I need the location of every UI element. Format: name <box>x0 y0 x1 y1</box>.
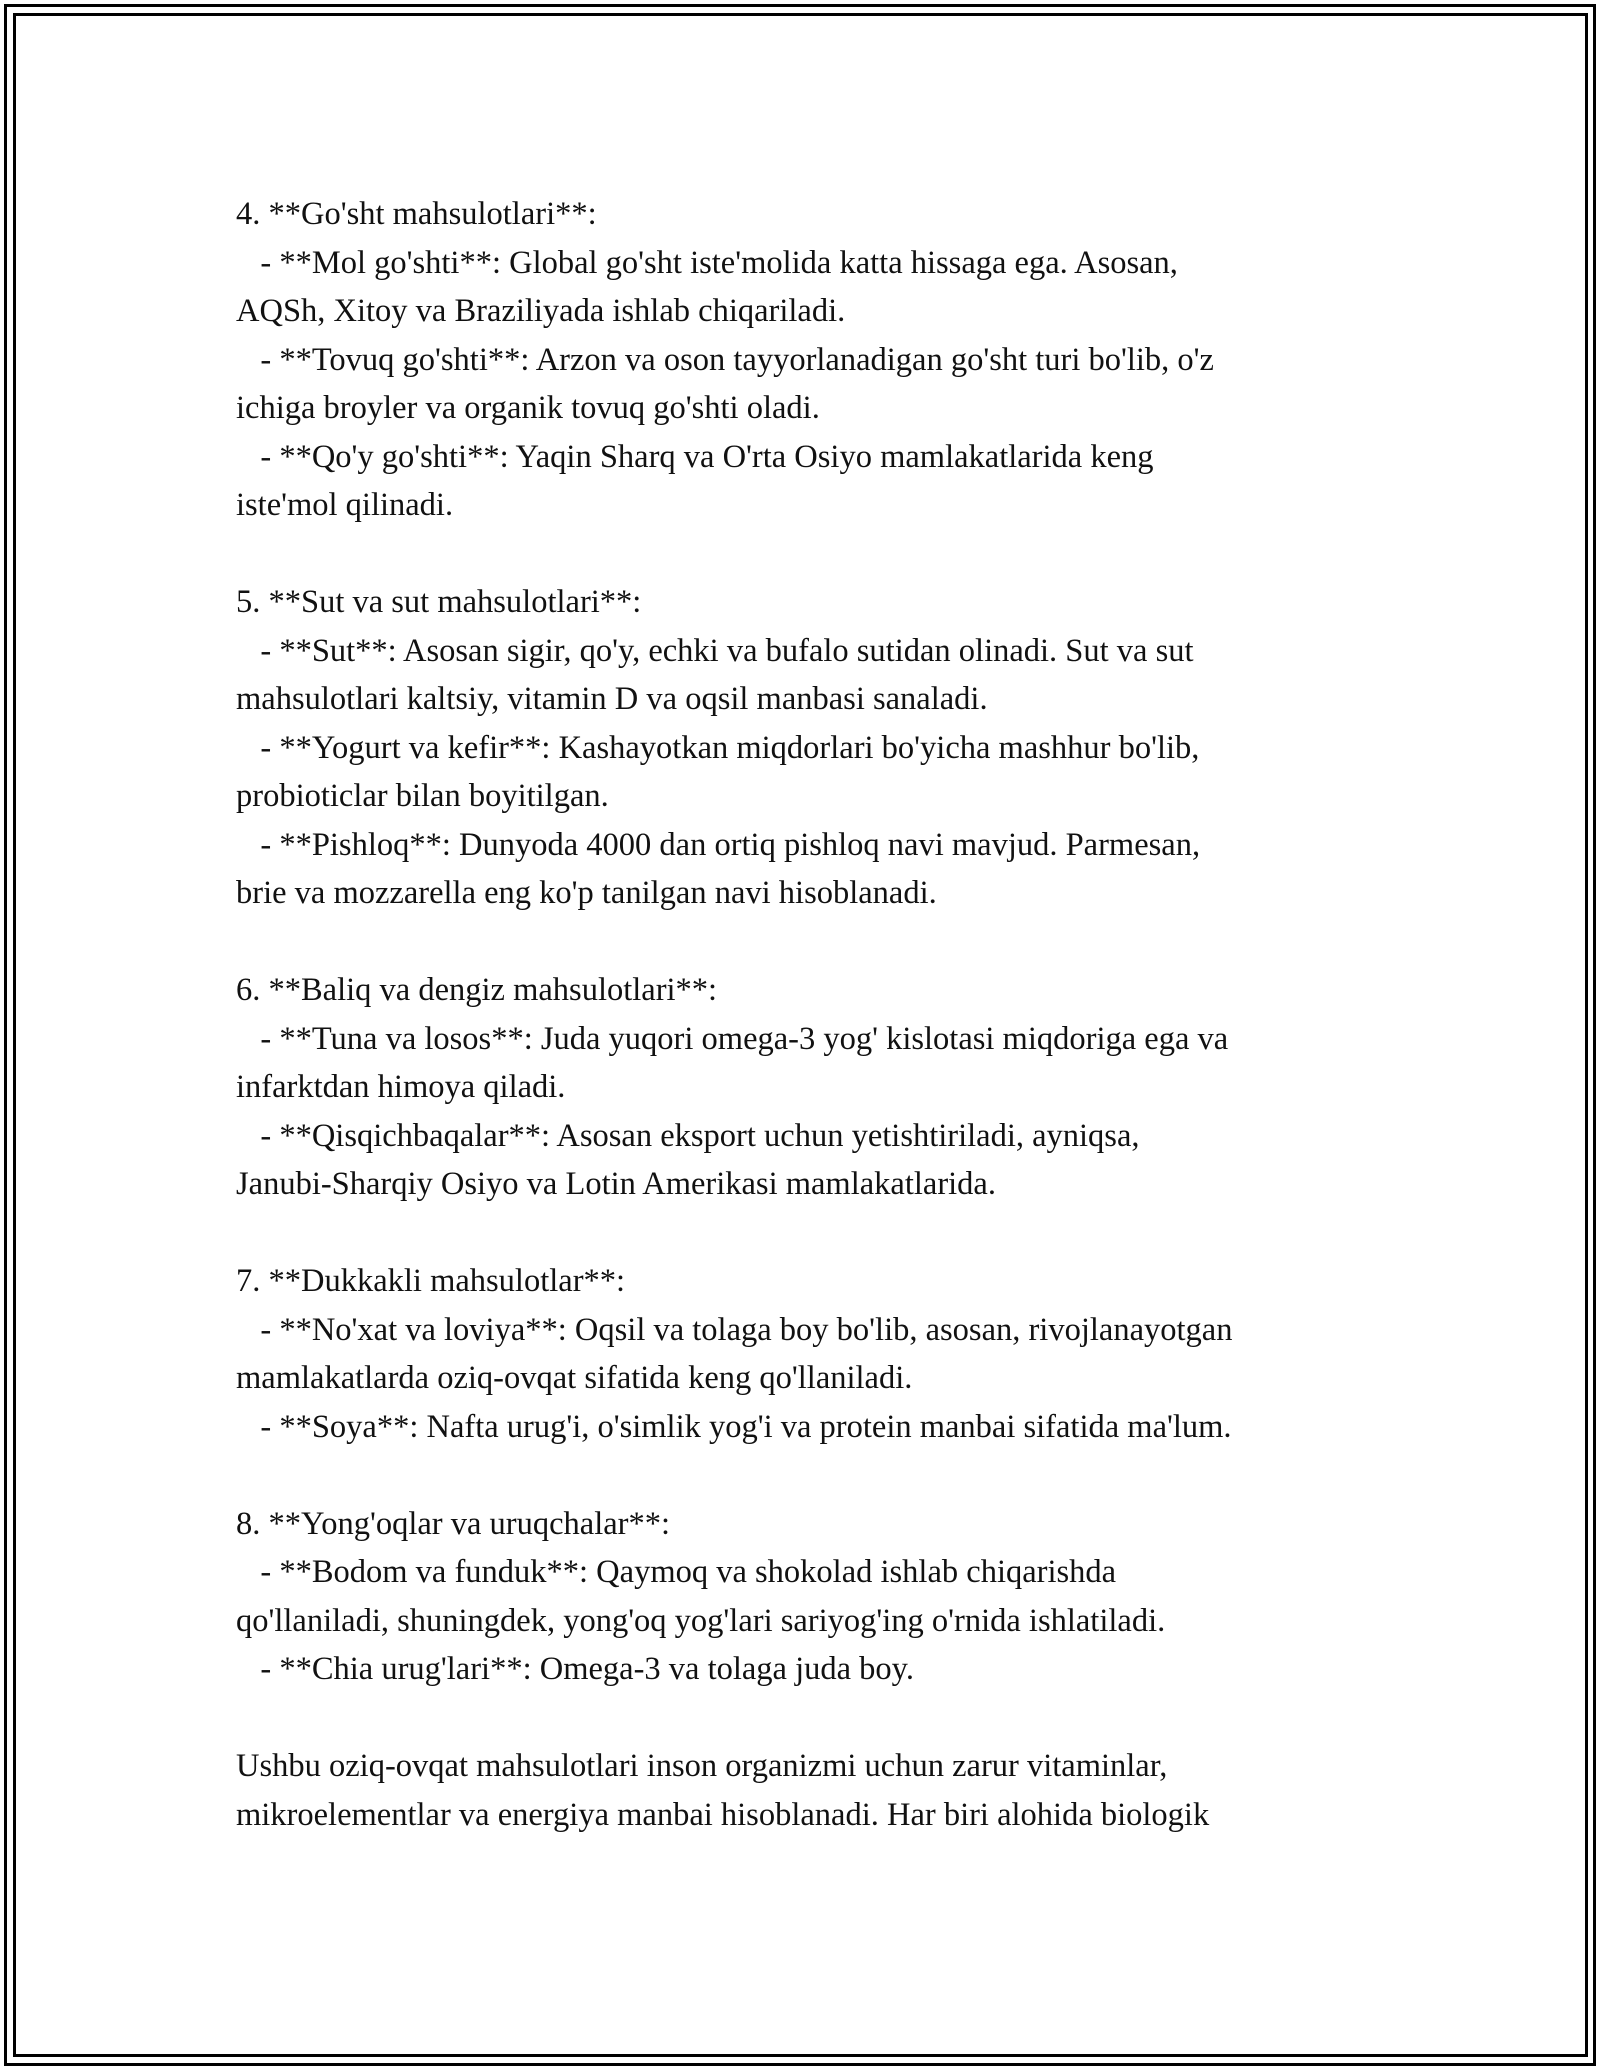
text-line: - **Qisqichbaqalar**: Asosan eksport uchun yetishtiriladi, ayniqsa, <box>236 1117 1140 1154</box>
section-heading: 8. **Yong'oqlar va uruqchalar**: <box>236 1505 671 1542</box>
text-line: mikroelementlar va energiya manbai hisoblanadi. Har biri alohida biologik <box>236 1796 1210 1833</box>
text-line: ichiga broyler va organik tovuq go'shti oladi. <box>236 390 820 426</box>
text-line: - **Pishloq**: Dunyoda 4000 dan ortiq pishloq navi mavjud. Parmesan, <box>236 826 1201 863</box>
text-line: qo'llaniladi, shuningdek, yong'oq yog'lari sariyog'ing o'rnida ishlatiladi. <box>236 1602 1166 1639</box>
text-line: - **Tuna va losos**: Juda yuqori omega-3 yog' kislotasi miqdoriga ega va <box>236 1020 1229 1057</box>
section-heading: 5. **Sut va sut mahsulotlari**: <box>236 584 642 620</box>
section-heading: 7. **Dukkakli mahsulotlar**: <box>236 1263 626 1299</box>
section-heading: 6. **Baliq va dengiz mahsulotlari**: <box>236 972 718 1008</box>
closing-paragraph <box>236 1742 1386 1839</box>
section-seafood-products <box>236 966 1386 1209</box>
text-line: - **Yogurt va kefir**: Kashayotkan miqdorlari bo'yicha mashhur bo'lib, <box>236 729 1200 766</box>
section-nuts-seeds <box>236 1500 1386 1694</box>
text-line: iste'mol qilinadi. <box>236 487 454 523</box>
text-line: Janubi-Sharqiy Osiyo va Lotin Amerikasi mamlakatlarida. <box>236 1166 996 1202</box>
text-line: mamlakatlarda oziq-ovqat sifatida keng qo'llaniladi. <box>236 1360 913 1396</box>
text-line: - **Tovuq go'shti**: Arzon va oson tayyorlanadigan go'sht turi bo'lib, o'z <box>236 341 1214 378</box>
text-line: - **Soya**: Nafta urug'i, o'simlik yog'i va protein manbai sifatida ma'lum. <box>236 1408 1232 1445</box>
text-line: brie va mozzarella eng ko'p tanilgan navi hisoblanadi. <box>236 875 937 911</box>
text-line: - **Mol go'shti**: Global go'sht iste'molida katta hissaga ega. Asosan, <box>236 244 1178 281</box>
text-line: - **Qo'y go'shti**: Yaqin Sharq va O'rta Osiyo mamlakatlarida keng <box>236 438 1154 475</box>
text-line: - **No'xat va loviya**: Oqsil va tolaga boy bo'lib, asosan, rivojlanayotgan <box>236 1311 1233 1348</box>
text-line: - **Bodom va funduk**: Qaymoq va shokolad ishlab chiqarishda <box>236 1554 1117 1590</box>
section-legume-products <box>236 1257 1386 1451</box>
section-meat-products <box>236 190 1386 530</box>
text-line: - **Chia urug'lari**: Omega-3 va tolaga juda boy. <box>236 1651 914 1687</box>
text-line: mahsulotlari kaltsiy, vitamin D va oqsil manbasi sanaladi. <box>236 681 988 717</box>
document-body <box>236 190 1386 1839</box>
section-heading: 4. **Go'sht mahsulotlari**: <box>236 196 597 232</box>
text-line: infarktdan himoya qiladi. <box>236 1069 566 1105</box>
text-line: Ushbu oziq-ovqat mahsulotlari inson organizmi uchun zarur vitaminlar, <box>236 1748 1168 1784</box>
text-line: - **Sut**: Asosan sigir, qo'y, echki va bufalo sutidan olinadi. Sut va sut <box>236 632 1194 669</box>
section-dairy-products <box>236 578 1386 918</box>
text-line: probioticlar bilan boyitilgan. <box>236 778 609 814</box>
text-line: AQSh, Xitoy va Braziliyada ishlab chiqariladi. <box>236 293 846 329</box>
